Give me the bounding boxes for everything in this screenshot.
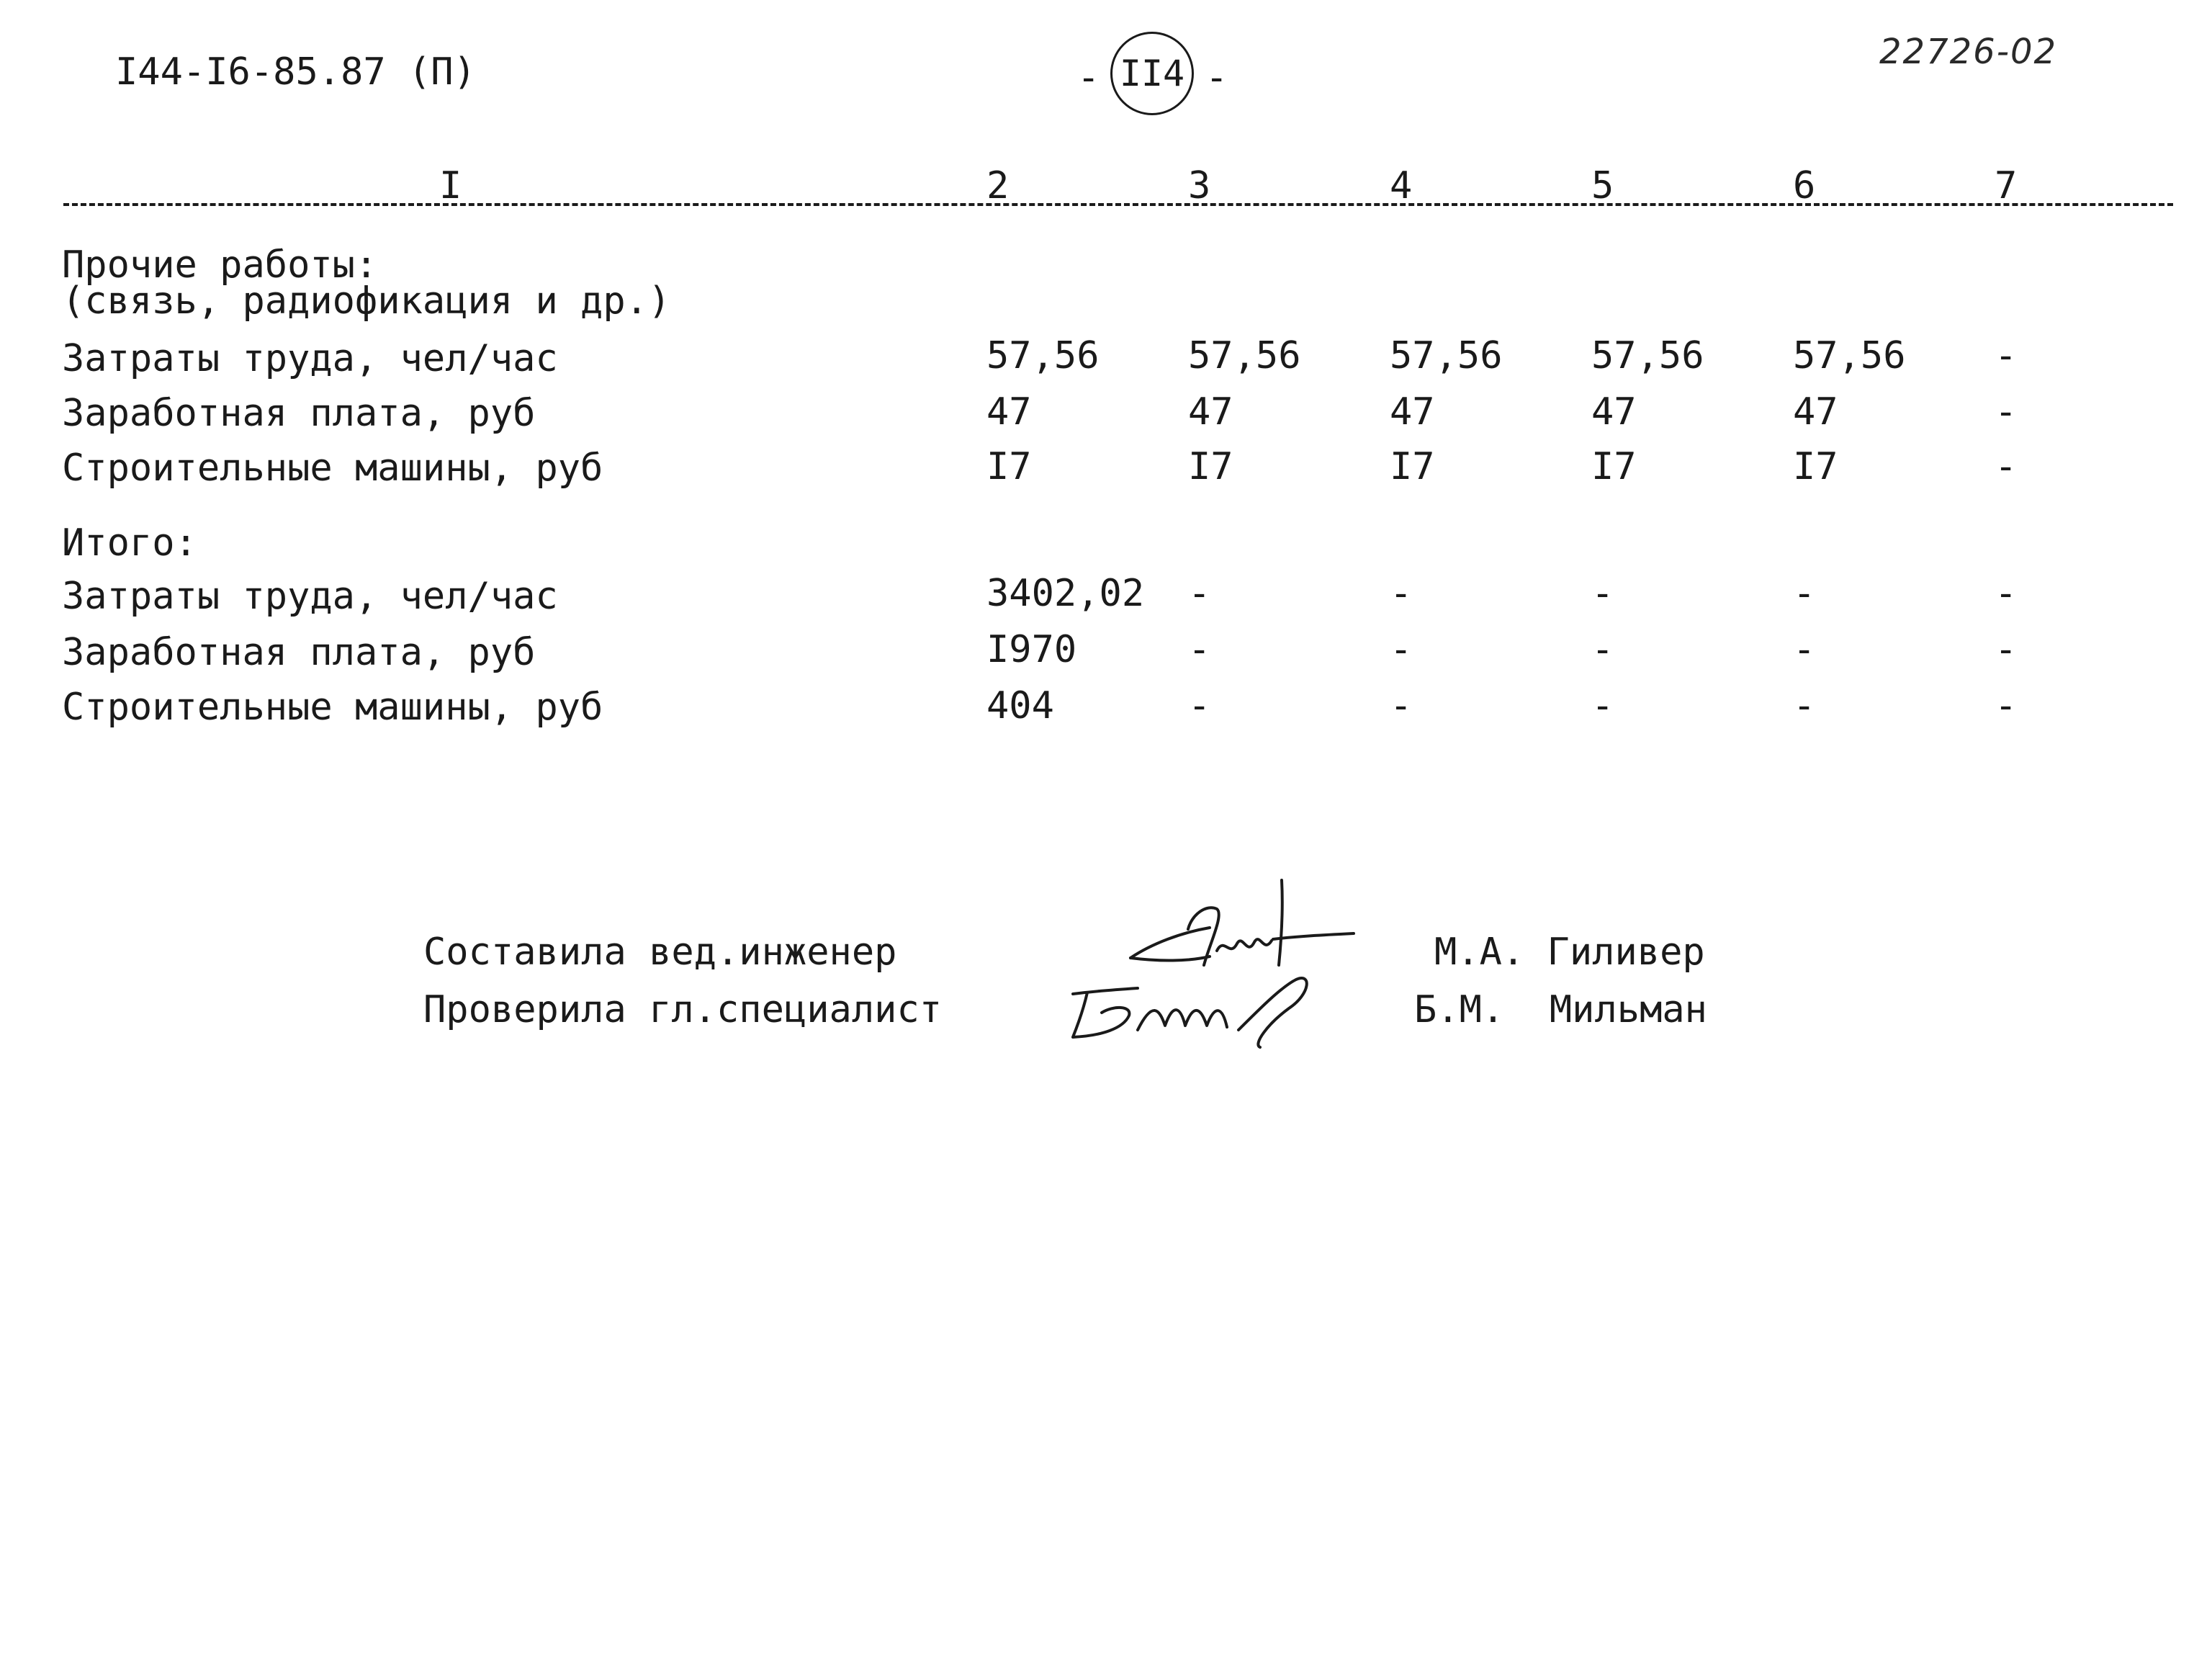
column-number-4: 4 [1390,164,1413,207]
row-label: Строительные машины, руб [62,686,603,729]
signature-stroke [1130,928,1210,958]
table-cell: 47 [1793,390,1838,434]
table-cell: - [1995,390,2018,434]
handwritten-signatures [1044,864,1404,1052]
table-cell: 57,56 [986,334,1100,377]
compiled-by-name: М.А. Гиливер [1434,931,1705,974]
table-cell: - [1591,628,1614,671]
row-label: Заработная плата, руб [62,631,536,674]
table-cell: 57,56 [1390,334,1503,377]
table-cell: - [1995,628,2018,671]
page-number-circle [1110,32,1194,115]
signature-stroke [1273,933,1354,939]
table-cell: 3402,02 [986,572,1145,615]
column-number-3: 3 [1188,164,1211,207]
table-cell: - [1188,684,1211,727]
column-number-6: 6 [1793,164,1816,207]
table-header-rule [63,203,2173,206]
table-cell: I7 [986,445,1032,488]
table-cell: 47 [1591,390,1637,434]
table-cell: 404 [986,684,1054,727]
page-number-text: II4 [1119,53,1185,94]
table-cell: - [1793,684,1816,727]
table-cell: 57,56 [1793,334,1906,377]
checked-by-role: Проверила гл.специалист [423,988,943,1031]
signature-stroke [1073,992,1129,1037]
table-cell: - [1188,572,1211,615]
row-label: Затраты труда, чел/час [62,337,558,380]
table-cell: - [1591,572,1614,615]
row-label: Затраты труда, чел/час [62,575,558,618]
signature-stroke [1073,988,1138,994]
page-number-right-dash: - [1205,56,1228,99]
column-number-7: 7 [1995,164,2018,207]
column-number-2: 2 [986,164,1010,207]
signature-stroke [1279,880,1282,965]
table-cell: I7 [1188,445,1233,488]
signature-stroke [1217,939,1272,951]
page-number-left-dash: - [1077,56,1100,99]
table-cell: 47 [1390,390,1435,434]
table-cell: - [1793,572,1816,615]
table-cell: - [1591,684,1614,727]
table-cell: - [1188,628,1211,671]
table-cell: - [1995,334,2018,377]
table-cell: - [1390,572,1413,615]
table-cell: 47 [1188,390,1233,434]
row-label: Заработная плата, руб [62,392,536,435]
table-cell: I7 [1390,445,1435,488]
table-cell: 47 [986,390,1032,434]
table-cell: - [1390,684,1413,727]
table-cell: I7 [1793,445,1838,488]
column-number-5: 5 [1591,164,1614,207]
checked-by-name: Б.М. Мильман [1414,988,1707,1031]
document-code: I44-I6-85.87 (П) [115,50,476,94]
signature-stroke [1130,956,1210,961]
column-number-1: I [439,164,462,207]
page-number [1077,32,1236,125]
signature-stroke [1238,978,1307,1047]
table-cell: - [1390,628,1413,671]
table-cell: 57,56 [1591,334,1704,377]
table-cell: - [1995,572,2018,615]
archive-number: 22726-02 [1879,32,2058,72]
table-cell: 57,56 [1188,334,1301,377]
table-cell: I970 [986,628,1077,671]
section-title: Итого: [62,521,197,565]
section-subtitle: (связь, радиофикация и др.) [62,279,671,323]
section-title: Прочие работы: [62,243,378,287]
table-cell: - [1793,628,1816,671]
signature-stroke [1138,1010,1227,1030]
compiled-by-role: Составила вед.инженер [423,931,897,974]
table-cell: I7 [1591,445,1637,488]
table-cell: - [1995,684,2018,727]
table-cell: - [1995,445,2018,488]
row-label: Строительные машины, руб [62,447,603,490]
